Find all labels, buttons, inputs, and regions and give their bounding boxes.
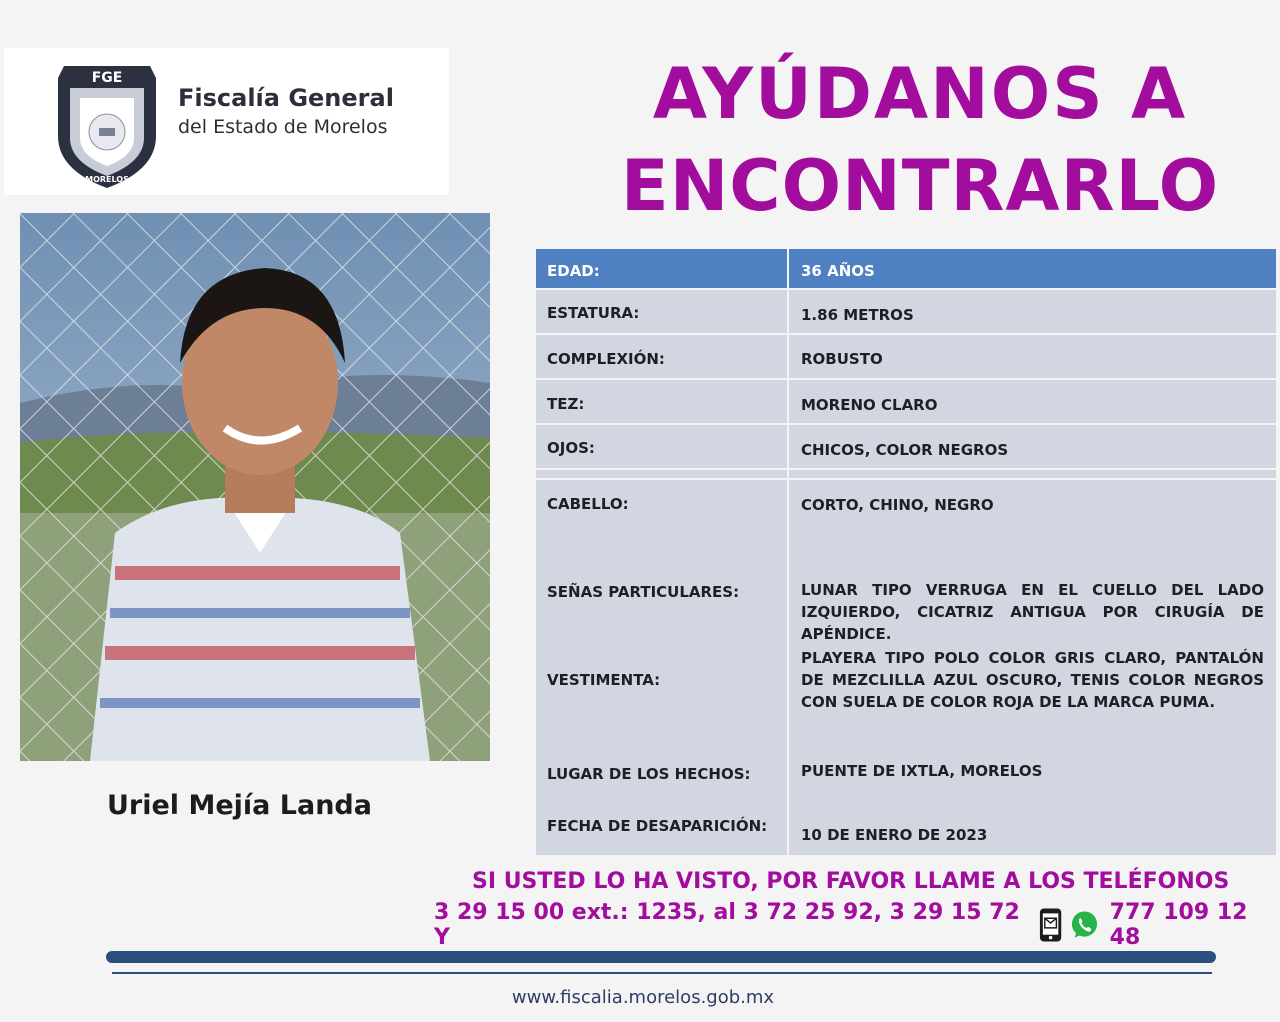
label-ojos: OJOS: (547, 439, 595, 457)
row-separator (536, 423, 1276, 425)
whatsapp-number: 777 109 12 48 (1109, 900, 1248, 950)
phone-numbers (434, 900, 1280, 950)
org-subtitle: del Estado de Morelos (178, 116, 388, 138)
value-vestimenta: PLAYERA TIPO POLO COLOR GRIS CLARO, PANTALÓN DE MEZCLILLA AZUL OSCURO, TENIS COLOR NEGROS CON SUELA DE COLOR ROJA DE LA MARCA PUMA. (801, 649, 1264, 711)
whatsapp-icon (1069, 909, 1100, 941)
row-separator (536, 333, 1276, 335)
label-fecha: FECHA DE DESAPARICIÓN: (547, 817, 768, 835)
logo-panel (4, 48, 449, 195)
headline (600, 48, 1240, 232)
label-senas: SEÑAS PARTICULARES: (547, 583, 740, 601)
value-lugar: PUENTE DE IXTLA, MORELOS (801, 762, 1043, 780)
row-separator (536, 288, 1276, 290)
label-tez: TEZ: (547, 395, 585, 413)
label-edad: EDAD: (547, 262, 600, 280)
headline-line-1: AYÚDANOS A (652, 53, 1188, 135)
details-table (536, 249, 1276, 855)
column-divider (787, 249, 789, 855)
missing-person-photo (20, 213, 490, 761)
footer-divider-thick (106, 951, 1216, 963)
value-estatura: 1.86 METROS (801, 306, 914, 324)
label-cabello: CABELLO: (547, 495, 629, 513)
headline-line-2: ENCONTRARLO (620, 145, 1220, 227)
svg-text:MORELOS: MORELOS (85, 175, 129, 184)
svg-text:FGE: FGE (91, 70, 123, 86)
row-separator (536, 378, 1276, 380)
mobile-phone-icon (1038, 907, 1063, 943)
person-name: Uriel Mejía Landa (107, 790, 372, 821)
value-cabello: CORTO, CHINO, NEGRO (801, 496, 994, 514)
row-separator (536, 468, 1276, 470)
label-vestimenta: VESTIMENTA: (547, 671, 661, 689)
row-separator (536, 478, 1276, 480)
org-name: Fiscalía General (178, 84, 394, 112)
value-fecha: 10 DE ENERO DE 2023 (801, 826, 988, 844)
value-edad: 36 AÑOS (801, 262, 875, 280)
website-link[interactable]: www.fiscalia.morelos.gob.mx (511, 987, 775, 1008)
label-lugar: LUGAR DE LOS HECHOS: (547, 765, 751, 783)
value-tez: MORENO CLARO (801, 396, 938, 414)
call-to-action: SI USTED LO HA VISTO, POR FAVOR LLAME A LOS TELÉFONOS (472, 869, 1230, 894)
label-estatura: ESTATURA: (547, 304, 640, 322)
value-ojos: CHICOS, COLOR NEGROS (801, 441, 1009, 459)
fge-badge-logo (52, 58, 162, 190)
footer-divider-thin (112, 972, 1212, 974)
portrait-photo (20, 213, 490, 761)
phone-list: 3 29 15 00 ext.: 1235, al 3 72 25 92, 3 29 15 72 Y (434, 900, 1020, 950)
value-senas: LUNAR TIPO VERRUGA EN EL CUELLO DEL LADO IZQUIERDO, CICATRIZ ANTIGUA POR CIRUGÍA DE APÉNDICE. (801, 581, 1264, 643)
value-complexion: ROBUSTO (801, 350, 883, 368)
label-complexion: COMPLEXIÓN: (547, 350, 665, 368)
